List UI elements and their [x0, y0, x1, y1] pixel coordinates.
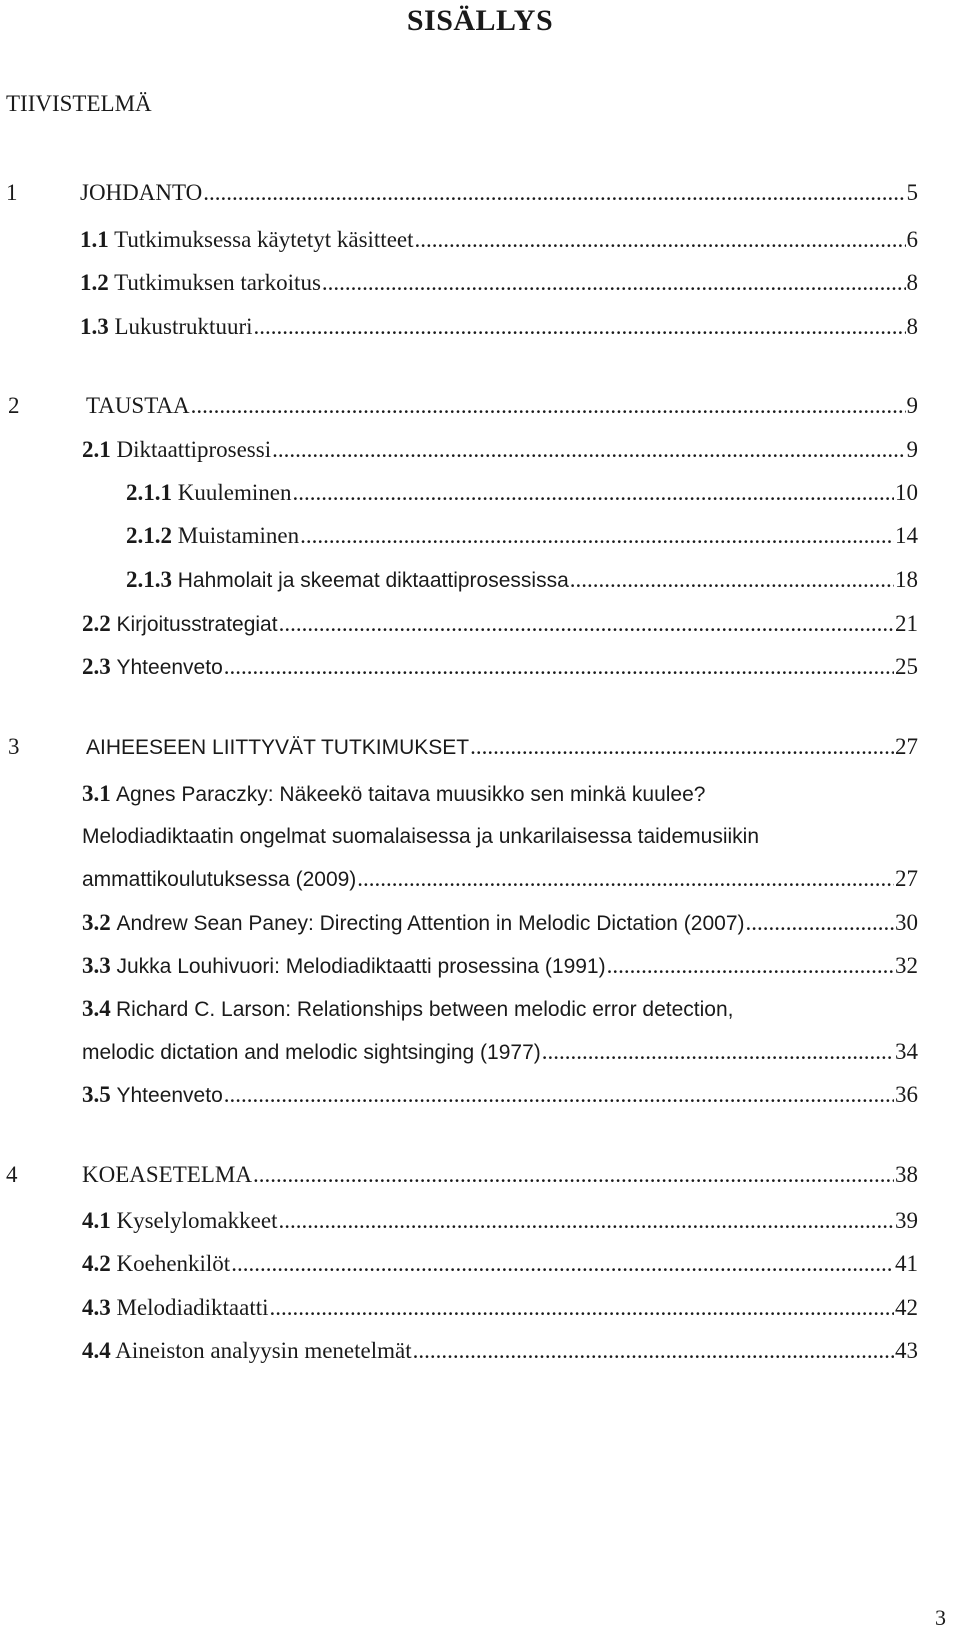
toc-entry-2-1-3[interactable] [126, 565, 918, 595]
dot-leader [224, 1080, 894, 1110]
section-number: 4.1 [82, 1208, 111, 1233]
toc-entry-label: Kuuleminen [177, 480, 292, 505]
toc-entry-page: 34 [895, 1039, 918, 1064]
toc-entry-label: ammattikoulutuksessa (2009) [82, 868, 357, 891]
toc-entry-label: Melodiadiktaatti [116, 1295, 269, 1320]
dot-leader [203, 178, 905, 208]
toc-entry-chapter-4[interactable] [82, 1160, 918, 1190]
dot-leader [322, 268, 906, 298]
toc-entry-label: Aineiston analyysin menetelmät [115, 1338, 412, 1363]
abstract-heading: TIIVISTELMÄ [6, 91, 152, 116]
toc-entry-label: Tutkimuksen tarkoitus [114, 270, 321, 295]
toc-entry-page: 9 [906, 437, 918, 462]
toc-entry-label: Diktaattiprosessi [116, 437, 272, 462]
toc-entry-page: 27 [895, 734, 918, 759]
toc-entry-label: Yhteenveto [116, 1084, 223, 1107]
toc-entry-3-2[interactable] [82, 908, 918, 938]
dot-leader [413, 1336, 894, 1366]
toc-entry-label: JOHDANTO [80, 180, 203, 205]
toc-entry-page: 41 [895, 1251, 918, 1276]
chapter-number: 1 [6, 180, 18, 205]
dot-leader [746, 908, 894, 938]
toc-entry-page: 10 [895, 480, 918, 505]
section-number: 4.4 [82, 1338, 111, 1363]
chapter-number: 2 [8, 393, 20, 418]
toc-entry-3-4[interactable] [82, 1037, 918, 1067]
toc-entry-label: Richard C. Larson: Relationships between melodic error detection, [116, 998, 734, 1021]
section-number: 3.4 [82, 996, 111, 1021]
toc-entry-3-5[interactable] [82, 1080, 918, 1110]
toc-entry-3-1-line2: Melodiadiktaatin ongelmat suomalaisessa ja unkarilaisessa taidemusiikin [82, 825, 760, 848]
toc-entry-3-1-line1[interactable] [82, 779, 705, 810]
dot-leader [191, 391, 906, 421]
toc-entry-3-1[interactable] [82, 864, 918, 894]
toc-entry-chapter-3[interactable] [86, 732, 918, 762]
dot-leader [272, 435, 905, 465]
toc-entry-label: Andrew Sean Paney: Directing Attention in Melodic Dictation (2007) [116, 912, 745, 935]
toc-entry-page: 27 [895, 866, 918, 891]
section-number: 2.3 [82, 654, 111, 679]
toc-entry-page: 9 [906, 393, 918, 418]
dot-leader [253, 1160, 894, 1190]
section-number: 2.1.1 [126, 480, 172, 505]
toc-entry-2-1-2[interactable] [126, 521, 918, 551]
dot-leader [570, 565, 894, 595]
toc-entry-page: 43 [895, 1338, 918, 1363]
dot-leader [231, 1249, 894, 1279]
toc-entry-page: 21 [895, 611, 918, 636]
toc-entry-page: 5 [906, 180, 918, 205]
toc-entry-3-3[interactable] [82, 951, 918, 981]
toc-entry-2-1-1[interactable] [126, 478, 918, 508]
toc-entry-label: Muistaminen [177, 523, 300, 548]
toc-entry-2-1[interactable] [82, 435, 918, 465]
toc-entry-1-1[interactable] [80, 225, 918, 255]
dot-leader [224, 652, 894, 682]
section-number: 2.1.2 [126, 523, 172, 548]
toc-entry-page: 30 [895, 910, 918, 935]
toc-entry-1-2[interactable] [80, 268, 918, 298]
dot-leader [607, 951, 894, 981]
toc-entry-label: TAUSTAA [86, 393, 190, 418]
toc-entry-4-2[interactable] [82, 1249, 918, 1279]
page-number: 3 [935, 1605, 946, 1630]
section-number: 3.5 [82, 1082, 111, 1107]
section-number: 3.3 [82, 953, 111, 978]
toc-entry-4-1[interactable] [82, 1206, 918, 1236]
toc-entry-label: melodic dictation and melodic sightsinging (1977) [82, 1041, 541, 1064]
dot-leader [542, 1037, 894, 1067]
toc-entry-page: 18 [895, 567, 918, 592]
toc-entry-label: Yhteenveto [116, 656, 223, 679]
dot-leader [292, 478, 894, 508]
section-number: 3.2 [82, 910, 111, 935]
toc-entry-page: 14 [895, 523, 918, 548]
section-number: 4.3 [82, 1295, 111, 1320]
toc-entry-page: 38 [895, 1162, 918, 1187]
toc-entry-1-3[interactable] [80, 312, 918, 342]
toc-entry-label: Kirjoitusstrategiat [116, 613, 278, 636]
toc-entry-chapter-1[interactable] [80, 178, 918, 208]
dot-leader [279, 609, 894, 639]
section-number: 2.1.3 [126, 567, 172, 592]
toc-entry-page: 8 [906, 270, 918, 295]
section-number: 2.1 [82, 437, 111, 462]
toc-entry-2-3[interactable] [82, 652, 918, 682]
toc-entry-2-2[interactable] [82, 609, 918, 639]
toc-entry-page: 8 [906, 314, 918, 339]
dot-leader [270, 1293, 894, 1323]
toc-entry-label: Jukka Louhivuori: Melodiadiktaatti prosessina (1991) [116, 955, 606, 978]
section-number: 1.3 [80, 314, 109, 339]
toc-entry-chapter-2[interactable] [86, 391, 918, 421]
toc-entry-label: Lukustruktuuri [114, 314, 253, 339]
toc-entry-label: Tutkimuksessa käytetyt käsitteet [114, 227, 414, 252]
toc-entry-label: Hahmolait ja skeemat diktaattiprosessissa [177, 569, 569, 592]
page-title: SISÄLLYS [406, 4, 554, 37]
dot-leader [470, 732, 894, 762]
toc-entry-4-4[interactable] [82, 1336, 918, 1366]
toc-entry-label: Koehenkilöt [116, 1251, 231, 1276]
toc-entry-page: 32 [895, 953, 918, 978]
toc-entry-label: KOEASETELMA [82, 1162, 252, 1187]
dot-leader [254, 312, 906, 342]
dot-leader [357, 864, 894, 894]
section-number: 1.1 [80, 227, 109, 252]
dot-leader [278, 1206, 894, 1236]
toc-entry-label: AIHEESEEN LIITTYVÄT TUTKIMUKSET [86, 736, 470, 759]
toc-entry-label: Agnes Paraczky: Näkeekö taitava muusikko sen minkä kuulee? [116, 783, 706, 806]
toc-entry-4-3[interactable] [82, 1293, 918, 1323]
toc-entry-page: 6 [906, 227, 918, 252]
chapter-number: 4 [6, 1162, 18, 1187]
toc-entry-page: 39 [895, 1208, 918, 1233]
section-number: 3.1 [82, 781, 111, 806]
toc-entry-3-4-line1[interactable] [82, 994, 733, 1025]
dot-leader [415, 225, 906, 255]
dot-leader [300, 521, 894, 551]
toc-entry-label: Kyselylomakkeet [116, 1208, 278, 1233]
section-number: 1.2 [80, 270, 109, 295]
toc-entry-page: 25 [895, 654, 918, 679]
chapter-number: 3 [8, 734, 20, 759]
toc-entry-page: 42 [895, 1295, 918, 1320]
toc-entry-page: 36 [895, 1082, 918, 1107]
section-number: 4.2 [82, 1251, 111, 1276]
section-number: 2.2 [82, 611, 111, 636]
